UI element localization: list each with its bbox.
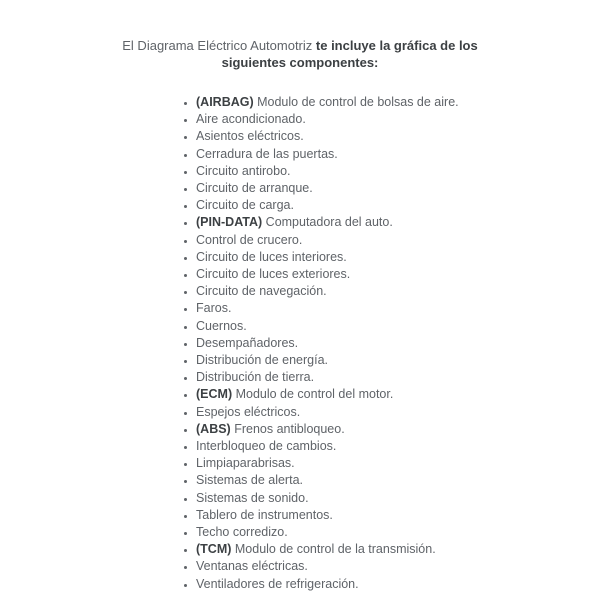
list-item: • (PIN-DATA) Computadora del auto. <box>196 214 600 231</box>
component-code: (TCM) <box>196 542 232 557</box>
component-code: (ECM) <box>196 387 233 402</box>
list-item: • Sistemas de sonido. <box>196 490 600 507</box>
list-item: • Circuito antirobo. <box>196 163 600 180</box>
list-item: • Interbloqueo de cambios. <box>196 438 600 455</box>
list-item: • Faros. <box>196 300 600 317</box>
component-code: (PIN-DATA) <box>196 215 263 230</box>
list-item: • Distribución de tierra. <box>196 369 600 386</box>
list-item: • Ventiladores de refrigeración. <box>196 576 600 593</box>
page-title-regular: El Diagrama Eléctrico Automotriz <box>122 38 313 53</box>
list-item: • (ABS) Frenos antibloqueo. <box>196 421 600 438</box>
list-item: • (ECM) Modulo de control del motor. <box>196 386 600 403</box>
list-item: • Cerradura de las puertas. <box>196 146 600 163</box>
list-item: • Asientos eléctricos. <box>196 128 600 145</box>
page-title-bold: te incluye la gráfica de los siguientes componentes: <box>221 38 478 70</box>
list-item: • (TCM) Modulo de control de la transmisión. <box>196 541 600 558</box>
list-item: • Limpiaparabrisas. <box>196 455 600 472</box>
list-item: • Cuernos. <box>196 318 600 335</box>
list-item: • Control de crucero. <box>196 232 600 249</box>
list-item: • Espejos eléctricos. <box>196 404 600 421</box>
list-item: • Techo corredizo. <box>196 524 600 541</box>
list-item: • (AIRBAG) Modulo de control de bolsas de aire. <box>196 94 600 111</box>
list-item: • Desempañadores. <box>196 335 600 352</box>
list-item: • Circuito de carga. <box>196 197 600 214</box>
list-item: • Ventanas eléctricas. <box>196 558 600 575</box>
list-item: • Sistemas de alerta. <box>196 472 600 489</box>
list-item: • Aire acondicionado. <box>196 111 600 128</box>
component-code: (AIRBAG) <box>196 95 254 109</box>
list-item: • Distribución de energía. <box>196 352 600 369</box>
list-item: • Circuito de luces interiores. <box>196 249 600 266</box>
component-code: (ABS) <box>196 421 231 436</box>
list-item: • Circuito de luces exteriores. <box>196 266 600 283</box>
list-item: • Circuito de arranque. <box>196 180 600 197</box>
component-list <box>0 94 600 593</box>
page-title <box>0 0 600 71</box>
list-item: • Tablero de instrumentos. <box>196 507 600 524</box>
list-item: • Circuito de navegación. <box>196 283 600 300</box>
